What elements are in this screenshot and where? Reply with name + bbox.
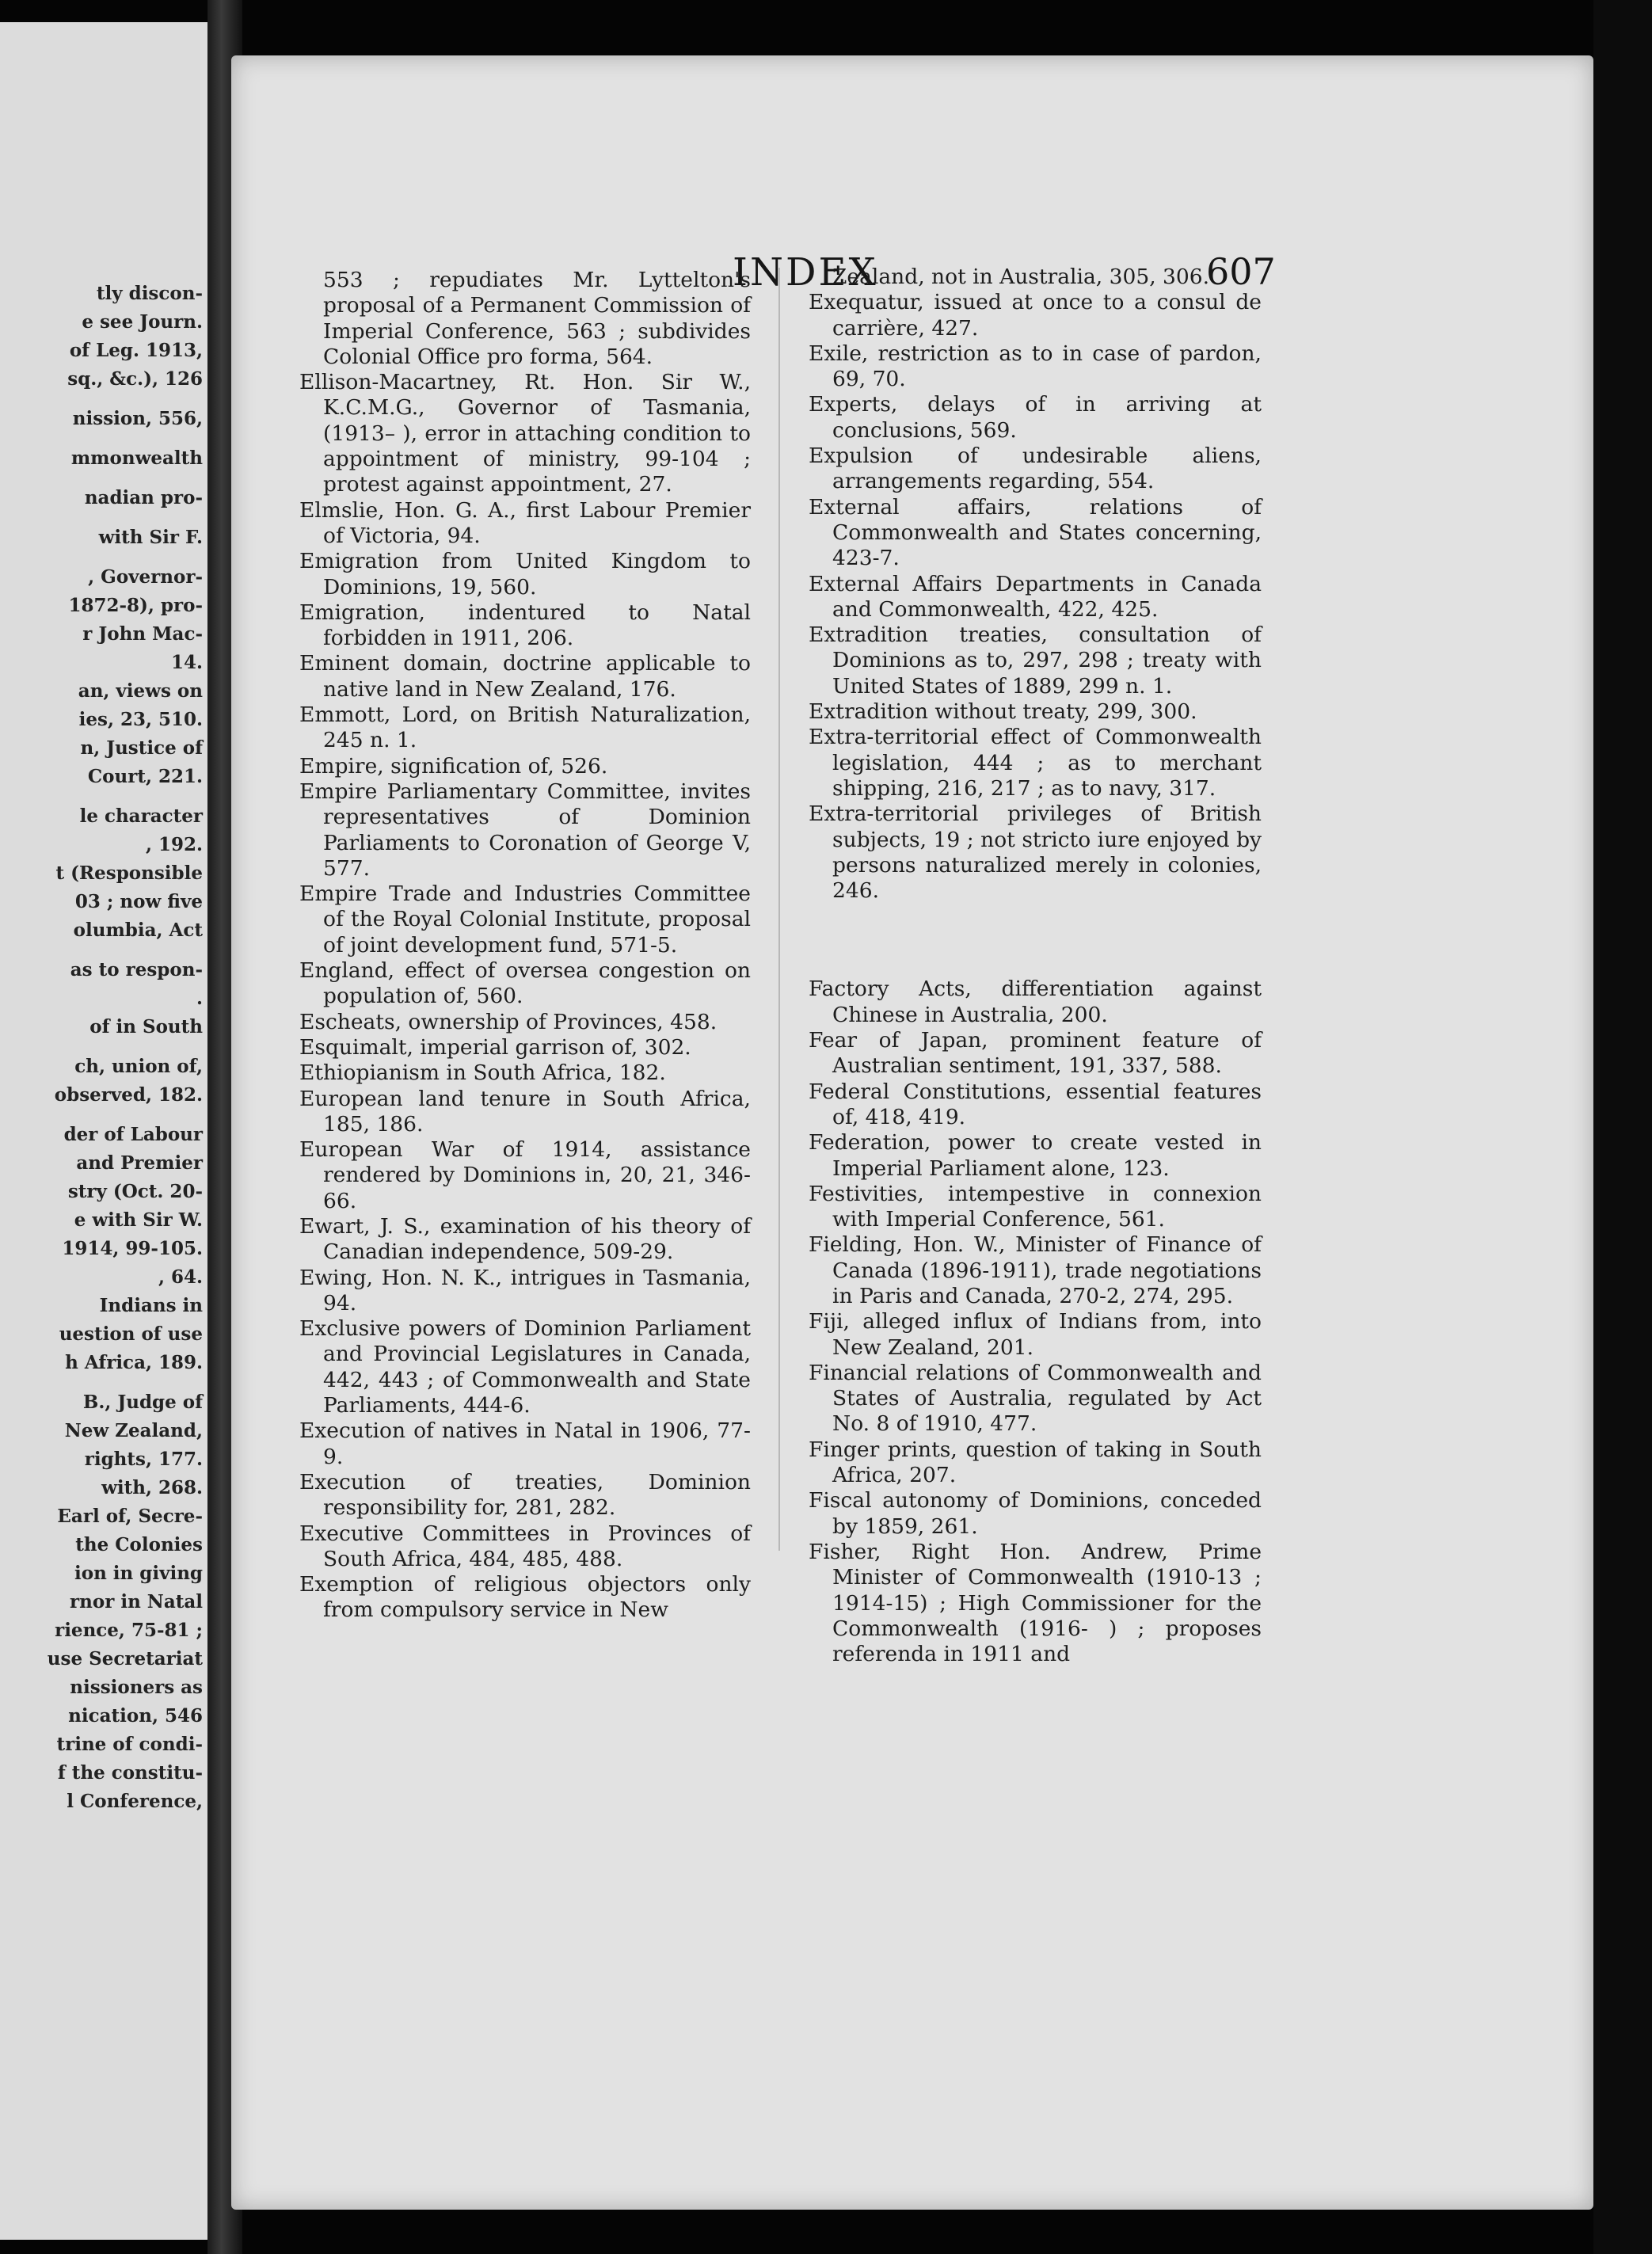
index-entry: Ewing, Hon. N. K., intrigues in Tasmania, 94. <box>299 1265 751 1315</box>
page-number: 607 <box>1206 250 1276 293</box>
previous-page-line: of in South <box>89 1016 203 1038</box>
index-entry: Extra-territorial effect of Commonwealth legislation, 444 ; as to merchant shipping, 216, 217 ; as to navy, 317. <box>809 725 1262 801</box>
previous-page-line: nication, 546 <box>68 1705 203 1727</box>
previous-page-line: as to respon- <box>70 959 203 980</box>
previous-page-line: ies, 23, 510. <box>78 709 203 730</box>
previous-page-line: and Premier <box>76 1152 203 1174</box>
previous-page-line: Earl of, Secre- <box>57 1506 203 1527</box>
previous-page-line: use Secretariat <box>47 1648 203 1670</box>
previous-page-line: 14. <box>170 652 203 673</box>
index-entry: Ewart, J. S., examination of his theory of Canadian independence, 509-29. <box>299 1213 751 1265</box>
index-entry: European War of 1914, assistance rendered by Dominions in, 20, 21, 346-66. <box>299 1137 751 1213</box>
index-entry: Exclusive powers of Dominion Parliament and Provincial Legislatures in Canada, 442, 443 ; of Commonwealth and State Parliaments, 444-6. <box>299 1316 751 1418</box>
previous-page-line: nission, 556, <box>72 408 203 429</box>
previous-page-line: nadian pro- <box>84 487 203 508</box>
index-entry: Emmott, Lord, on British Naturalization, 245 n. 1. <box>299 702 751 753</box>
previous-page-line: with, 268. <box>101 1477 203 1498</box>
index-entry: Emigration from United Kingdom to Dominions, 19, 560. <box>299 549 751 600</box>
index-entry: Factory Acts, differentiation against Chinese in Australia, 200. <box>809 977 1262 1027</box>
index-entry: European land tenure in South Africa, 185, 186. <box>299 1086 751 1137</box>
previous-page-line: h Africa, 189. <box>65 1352 203 1373</box>
index-entry: Emigration, indentured to Natal forbidden in 1911, 206. <box>299 600 751 651</box>
previous-page-fragment <box>0 22 207 2240</box>
previous-page-line: e with Sir W. <box>74 1209 203 1231</box>
index-entry: Fiji, alleged influx of Indians from, into New Zealand, 201. <box>809 1309 1262 1360</box>
index-entry: Execution of treaties, Dominion responsibility for, 281, 282. <box>299 1469 751 1521</box>
previous-page-line: l Conference, <box>67 1791 203 1812</box>
previous-page-line: tly discon- <box>96 283 203 304</box>
index-entry: Fear of Japan, prominent feature of Australian sentiment, 191, 337, 588. <box>809 1028 1262 1079</box>
previous-page-line: the Colonies <box>75 1534 203 1555</box>
previous-page-line: rnor in Natal <box>70 1591 203 1612</box>
previous-page-line: ion in giving <box>74 1563 203 1584</box>
index-entry: Executive Committees in Provinces of South Africa, 484, 485, 488. <box>299 1521 751 1571</box>
previous-page-line: olumbia, Act <box>73 919 203 941</box>
index-column-left <box>299 268 751 1624</box>
index-entry: Exequatur, issued at once to a consul de carrière, 427. <box>809 290 1262 341</box>
index-entry: Zealand, not in Australia, 305, 306. <box>832 265 1210 289</box>
index-entry: 553 ; repudiates Mr. Lyttelton's proposal of a Permanent Commission of Imperial Conference, 563 ; subdivides Colonial Office pro forma, 564. <box>323 268 751 369</box>
previous-page-line: nissioners as <box>70 1677 203 1698</box>
previous-page-line: sq., &c.), 126 <box>67 368 203 390</box>
index-entry: External Affairs Departments in Canada and Commonwealth, 422, 425. <box>809 571 1262 622</box>
index-entry: Federation, power to create vested in Imperial Parliament alone, 123. <box>809 1130 1262 1181</box>
index-entry: England, effect of oversea congestion on population of, 560. <box>299 958 751 1009</box>
previous-page-line: e see Journ. <box>82 311 203 333</box>
previous-page-line: r John Mac- <box>82 623 203 645</box>
previous-page-line: t (Responsible <box>55 862 203 884</box>
index-entry: Execution of natives in Natal in 1906, 77-9. <box>299 1418 751 1469</box>
index-entry: Finger prints, question of taking in South Africa, 207. <box>809 1437 1262 1488</box>
index-entry: Expulsion of undesirable aliens, arrangements regarding, 554. <box>809 444 1262 494</box>
index-entry: Escheats, ownership of Provinces, 458. <box>299 1009 718 1034</box>
index-entry: Ellison-Macartney, Rt. Hon. Sir W., K.C.M.G., Governor of Tasmania, (1913– ), error in attaching condition to appointment of ministry, 99-104 ; protest against appointment, 27. <box>299 370 751 497</box>
index-entry: Experts, delays of in arriving at conclusions, 569. <box>809 392 1262 443</box>
previous-page-line: . <box>196 988 203 1009</box>
previous-page-line: , 64. <box>158 1266 203 1288</box>
previous-page-line: n, Justice of <box>80 737 203 759</box>
index-entry: Fiscal autonomy of Dominions, conceded by 1859, 261. <box>809 1488 1262 1539</box>
previous-page-line: der of Labour <box>63 1124 203 1145</box>
index-entry: Extradition without treaty, 299, 300. <box>809 699 1197 725</box>
previous-page-line: trine of condi- <box>56 1734 203 1755</box>
previous-page-line: le character <box>79 805 203 827</box>
previous-page-line: f the constitu- <box>57 1762 203 1784</box>
index-page <box>231 55 1593 2210</box>
index-entry: Fielding, Hon. W., Minister of Finance of Canada (1896-1911), trade negotiations in Paris and Canada, 270-2, 274, 295. <box>809 1232 1262 1308</box>
previous-page-line: rights, 177. <box>84 1449 203 1470</box>
previous-page-line: of Leg. 1913, <box>69 340 203 361</box>
previous-page-line: ch, union of, <box>74 1056 203 1077</box>
previous-page-line: rience, 75-81 ; <box>55 1620 203 1641</box>
previous-page-line: stry (Oct. 20- <box>67 1181 203 1202</box>
previous-page-line: 03 ; now five <box>74 891 203 912</box>
index-entry: Exile, restriction as to in case of pardon, 69, 70. <box>809 341 1262 392</box>
index-entry: Federal Constitutions, essential features of, 418, 419. <box>809 1079 1262 1129</box>
index-entry: Fisher, Right Hon. Andrew, Prime Minister of Commonwealth (1910-13 ; 1914-15) ; High Commissioner for the Commonwealth (1916- ) ; proposes referenda in 1911 and <box>809 1539 1262 1667</box>
index-entry: Extradition treaties, consultation of Dominions as to, 297, 298 ; treaty with United States of 1889, 299 n. 1. <box>809 623 1262 699</box>
previous-page-line: B., Judge of <box>82 1392 203 1413</box>
previous-page-line: New Zealand, <box>64 1420 203 1441</box>
index-entry: Exemption of religious objectors only from compulsory service in New <box>299 1572 751 1623</box>
previous-page-line: an, views on <box>78 680 203 702</box>
previous-page-line: observed, 182. <box>54 1084 203 1106</box>
running-head: INDEX <box>733 250 878 295</box>
letter-section-gap <box>809 904 1262 977</box>
index-entry: External affairs, relations of Commonwealth and States concerning, 423-7. <box>809 494 1262 571</box>
previous-page-line: with Sir F. <box>98 527 203 548</box>
index-entry: Empire Trade and Industries Committee of the Royal Colonial Institute, proposal of joint development fund, 571-5. <box>299 881 751 958</box>
index-entry: Ethiopianism in South Africa, 182. <box>299 1060 666 1086</box>
column-divider <box>778 268 780 1551</box>
previous-page-line: Indians in <box>99 1295 203 1316</box>
index-entry: Extra-territorial privileges of British subjects, 19 ; not stricto iure enjoyed by persons naturalized merely in colonies, 246. <box>809 801 1262 904</box>
index-entry: Elmslie, Hon. G. A., first Labour Premier of Victoria, 94. <box>299 497 751 548</box>
index-column-right <box>809 265 1262 1667</box>
index-entry: Eminent domain, doctrine applicable to native land in New Zealand, 176. <box>299 651 751 702</box>
index-entry: Esquimalt, imperial garrison of, 302. <box>299 1034 691 1060</box>
previous-page-line: uestion of use <box>59 1323 203 1345</box>
previous-page-line: 1914, 99-105. <box>62 1238 203 1259</box>
previous-page-line: , 192. <box>145 834 203 855</box>
index-entry: Festivities, intempestive in connexion with Imperial Conference, 561. <box>809 1181 1262 1232</box>
page-edge-shadow <box>1593 0 1652 2254</box>
previous-page-line: , Governor- <box>88 566 203 588</box>
previous-page-line: Court, 221. <box>87 766 203 787</box>
previous-page-line: mmonwealth <box>70 447 203 469</box>
index-entry: Empire Parliamentary Committee, invites representatives of Dominion Parliaments to Coronation of George V, 577. <box>299 779 751 881</box>
index-entry: Empire, signification of, 526. <box>299 753 608 779</box>
index-entry: Financial relations of Commonwealth and States of Australia, regulated by Act No. 8 of 1910, 477. <box>809 1360 1262 1437</box>
previous-page-line: 1872-8), pro- <box>68 595 203 616</box>
